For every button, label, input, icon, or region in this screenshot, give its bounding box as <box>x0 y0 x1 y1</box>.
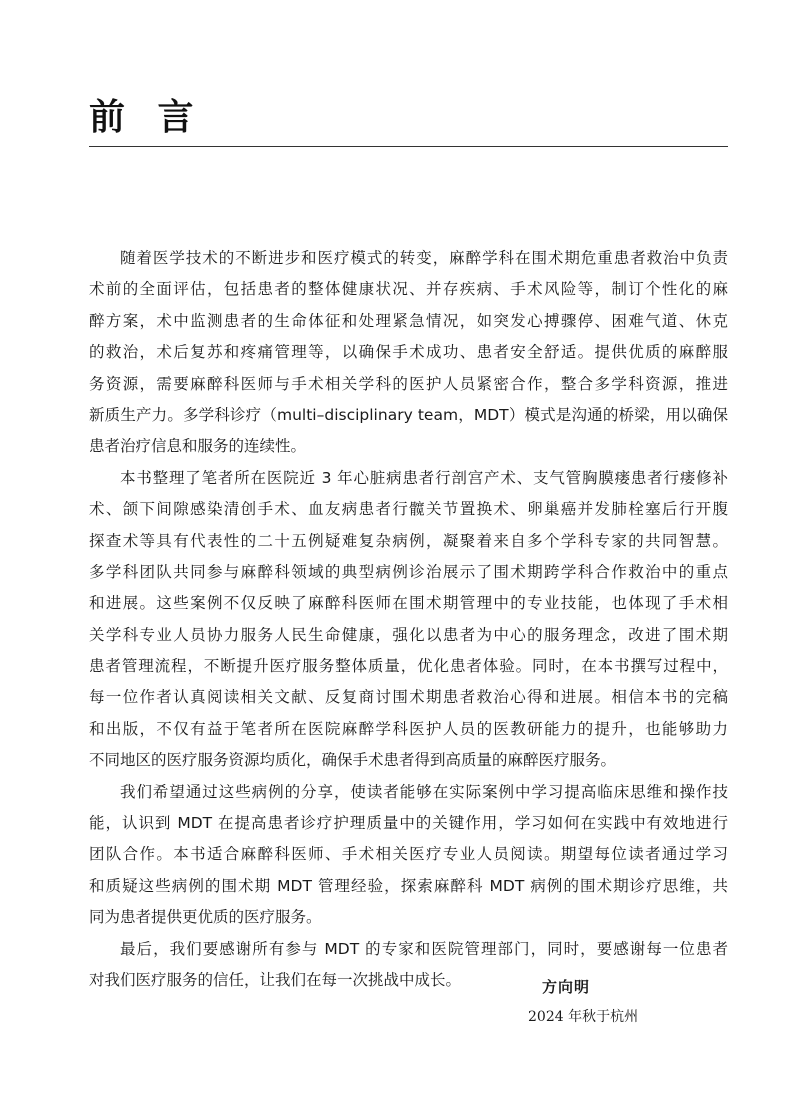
paragraph-line: 能，认识到 MDT 在提高患者诊疗护理质量中的关键作用，学习如何在实践中有效地进行 <box>89 814 728 833</box>
paragraph-line: 术、颌下间隙感染清创手术、血友病患者行髋关节置换术、卵巢癌并发肺栓塞后行开腹 <box>89 500 728 519</box>
paragraph-line: 的救治，术后复苏和疼痛管理等，以确保手术成功、患者安全舒适。提供优质的麻醉服 <box>89 343 728 362</box>
paragraph-line: 多学科团队共同参与麻醉科领域的典型病例诊治展示了围术期跨学科合作救治中的重点 <box>89 562 728 581</box>
paragraph-line: 醉方案，术中监测患者的生命体征和处理紧急情况，如突发心搏骤停、困难气道、休克 <box>89 311 728 330</box>
paragraph-line: 和进展。这些案例不仅反映了麻醉科医师在围术期管理中的专业技能，也体现了手术相 <box>89 594 728 613</box>
title-divider <box>89 146 728 147</box>
paragraph <box>89 463 728 777</box>
signature-author: 方向明 <box>541 978 590 996</box>
preface-body <box>89 243 728 996</box>
paragraph-line: 术前的全面评估，包括患者的整体健康状况、并存疾病、手术风险等，制订个性化的麻 <box>89 280 728 299</box>
paragraph-line: 和质疑这些病例的围术期 MDT 管理经验，探索麻醉科 MDT 病例的围术期诊疗思维，共 <box>89 876 728 895</box>
paragraph-line: 随着医学技术的不断进步和医疗模式的转变，麻醉学科在围术期危重患者救治中负责 <box>120 249 728 267</box>
page-title: 前 言 <box>89 97 204 138</box>
paragraph-line: 最后，我们要感谢所有参与 MDT 的专家和医院管理部门，同时，要感谢每一位患者 <box>120 939 728 958</box>
paragraph-line: 探查术等具有代表性的二十五例疑难复杂病例，凝聚着来自多个学科专家的共同智慧。 <box>89 531 728 550</box>
paragraph-line: 患者治疗信息和服务的连续性。 <box>89 437 307 456</box>
paragraph-line: 关学科专业人员协力服务人民生命健康，强化以患者为中心的服务理念，改进了围术期 <box>89 625 728 644</box>
paragraph <box>89 777 728 934</box>
paragraph-line: 不同地区的医疗服务资源均质化，确保手术患者得到高质量的麻醉医疗服务。 <box>89 751 617 770</box>
paragraph <box>89 934 728 997</box>
paragraph-line: 我们希望通过这些病例的分享，使读者能够在实际案例中学习提高临床思维和操作技 <box>120 782 728 801</box>
paragraph-line: 患者管理流程，不断提升医疗服务整体质量，优化患者体验。同时，在本书撰写过程中， <box>89 657 728 676</box>
paragraph-line: 每一位作者认真阅读相关文献、反复商讨围术期患者救治心得和进展。相信本书的完稿 <box>89 688 728 707</box>
paragraph-line: 和出版，不仅有益于笔者所在医院麻醉学科医护人员的医教研能力的提升，也能够助力 <box>89 719 728 738</box>
paragraph-line: 对我们医疗服务的信任，让我们在每一次挑战中成长。 <box>89 970 462 989</box>
paragraph-line: 务资源，需要麻醉科医师与手术相关学科的医护人员紧密合作，整合多学科资源，推进 <box>89 374 728 393</box>
paragraph-line: 新质生产力。多学科诊疗（multi–disciplinary team，MDT）模式是沟通的桥梁，用以确保 <box>89 405 728 424</box>
paragraph-line: 同为患者提供更优质的医疗服务。 <box>89 908 322 927</box>
paragraph <box>89 243 728 463</box>
paragraph-line: 团队合作。本书适合麻醉科医师、手术相关医疗专业人员阅读。期望每位读者通过学习 <box>89 845 728 864</box>
paragraph-line: 本书整理了笔者所在医院近 3 年心脏病患者行剖宫产术、支气管胸膜瘘患者行瘘修补 <box>120 468 728 487</box>
signature-date: 2024 年秋于杭州 <box>528 1009 639 1025</box>
